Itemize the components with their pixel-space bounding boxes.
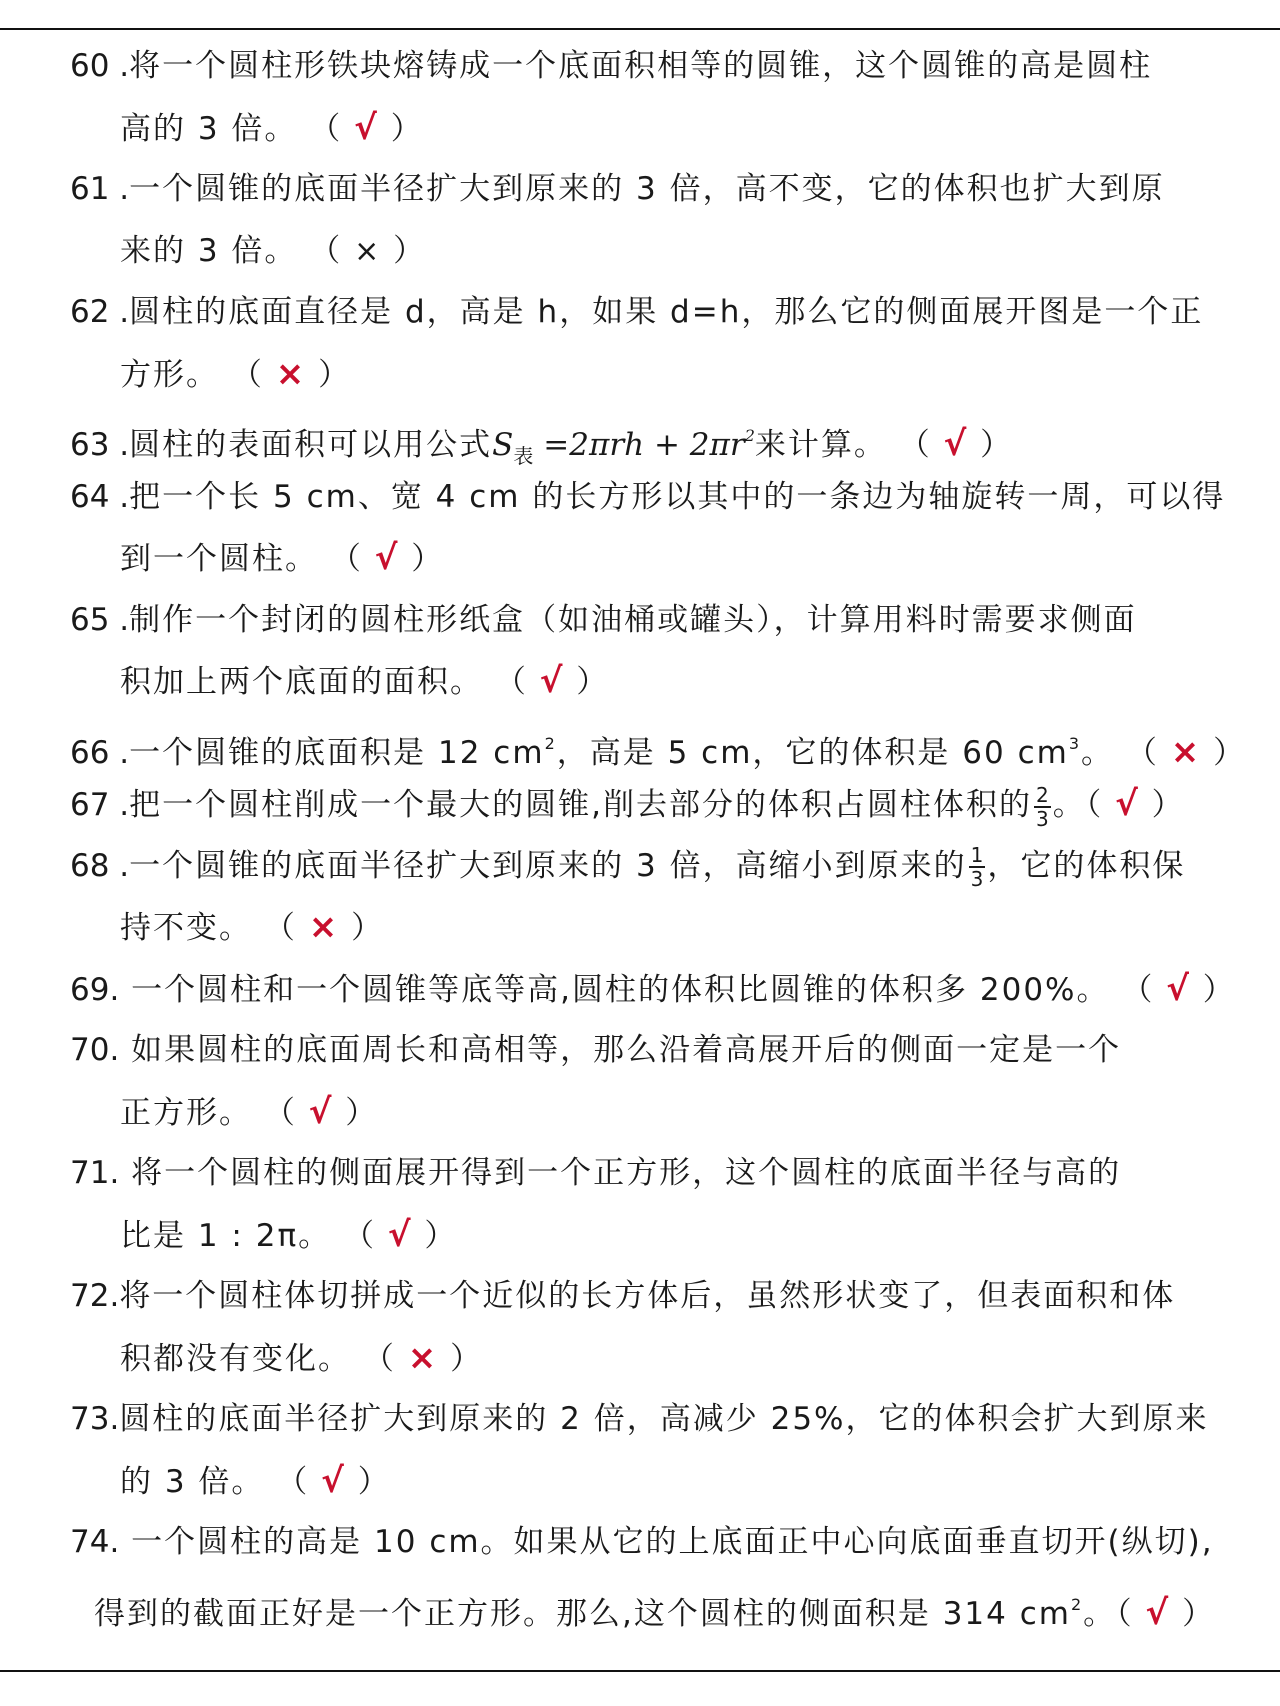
question-number: 67 .: [70, 787, 130, 823]
question-text: 来计算。: [754, 427, 887, 463]
question-text: 圆柱的底面直径是 d，高是 h，如果 d=h，那么它的侧面展开图是一个正: [129, 294, 1204, 330]
question-text: 得到的截面正好是一个正方形。那么,这个圆柱的侧面积是 314 cm: [94, 1595, 1071, 1632]
question-text: 如果圆柱的底面周长和高相等，那么沿着高展开后的侧面一定是一个: [119, 1032, 1122, 1068]
question-70: 70. 如果圆柱的底面周长和高相等，那么沿着高展开后的侧面一定是一个 正方形。 （ √ ）: [70, 1032, 1122, 1132]
question-number: 61 .: [70, 171, 130, 207]
question-71: 71. 将一个圆柱的侧面展开得到一个正方形，这个圆柱的底面半径与高的 比是 1 : 2π。 （ √ ）: [70, 1155, 1122, 1255]
question-number: 69.: [70, 971, 120, 1008]
answer-mark: √: [354, 107, 379, 148]
question-number: 68 .: [70, 847, 130, 884]
answer-mark: √: [1115, 784, 1140, 824]
question-64: 64 .把一个长 5 cm、宽 4 cm 的长方形以其中的一条边为轴旋转一周，可以得 到一个圆柱。 （ √ ）: [70, 478, 1226, 578]
question-text: 积都没有变化。: [120, 1340, 351, 1377]
question-73: 73.圆柱的底面半径扩大到原来的 2 倍，高减少 25%，它的体积会扩大到原来 的 3 倍。 （ √ ）: [70, 1401, 1209, 1501]
question-number: 66 .: [70, 734, 130, 771]
superscript: 3: [1068, 733, 1082, 753]
question-text: 正方形。: [120, 1094, 252, 1131]
answer-mark: √: [943, 424, 969, 464]
question-number: 73.: [70, 1401, 120, 1437]
answer-mark: √: [1145, 1592, 1171, 1633]
question-61: 61 .一个圆锥的底面半径扩大到原来的 3 倍，高不变，它的体积也扩大到原 来的 3 倍。 （ × ）: [70, 171, 1165, 269]
question-63: 63 .圆柱的表面积可以用公式$S_表 =2\pi rh + 2\pi r^2$来计算。 （ √ ）: [70, 424, 1014, 468]
question-number: 62 .: [70, 294, 130, 330]
answer-mark: √: [321, 1460, 346, 1501]
question-67: 67 .把一个圆柱削成一个最大的圆锥,削去部分的体积占圆柱体积的 $\frac{2}{3}$ 。（ √ ）: [70, 782, 1185, 831]
question-69: 69. 一个圆柱和一个圆锥等底等高,圆柱的体积比圆锥的体积多 200%。 （ √ ）: [70, 968, 1236, 1009]
formula: $S_表 =2\pi rh + 2\pi r^2$: [492, 426, 755, 468]
question-number: 60 .: [70, 48, 130, 84]
question-number: 70.: [70, 1032, 120, 1068]
question-number: 72.: [70, 1278, 120, 1314]
question-text: 到一个圆柱。: [120, 541, 318, 577]
question-text: 将一个圆柱的侧面展开得到一个正方形，这个圆柱的底面半径与高的: [119, 1155, 1122, 1191]
answer-mark: √: [387, 1214, 413, 1255]
question-text: 的 3 倍。: [120, 1463, 265, 1500]
answer-mark: ×: [308, 907, 340, 947]
question-text: 将一个圆柱体切拼成一个近似的长方体后，虽然形状变了，但表面积和体: [119, 1278, 1176, 1314]
question-68: 68 .一个圆锥的底面半径扩大到原来的 3 倍，高缩小到原来的 $\frac{1}{3}$ ，它的体积保 持不变。 （ × ）: [70, 843, 1186, 947]
question-text: 来的 3 倍。: [120, 232, 298, 269]
question-text: 一个圆柱的高是 10 cm。如果从它的上底面正中心向底面垂直切开(纵切),: [119, 1524, 1214, 1560]
question-text: 。: [1083, 1595, 1117, 1632]
question-text: 一个圆锥的底面积是 12 cm: [129, 734, 545, 771]
question-text: 一个圆锥的底面半径扩大到原来的 3 倍，高缩小到原来的: [129, 847, 967, 884]
question-text: 将一个圆柱形铁块熔铸成一个底面积相等的圆锥，这个圆锥的高是圆柱: [129, 48, 1153, 84]
question-text: 把一个圆柱削成一个最大的圆锥,削去部分的体积占圆柱体积的: [129, 787, 1033, 823]
answer-mark: √: [308, 1091, 334, 1132]
answer-mark: √: [1166, 968, 1191, 1009]
question-number: 65 .: [70, 601, 130, 638]
answer-mark: ×: [1170, 731, 1202, 772]
question-text: 积加上两个底面的面积。: [120, 664, 483, 700]
question-list: [70, 36, 1247, 1635]
question-60: 60 .将一个圆柱形铁块熔铸成一个底面积相等的圆锥，这个圆锥的高是圆柱 高的 3 倍。 （ √ ）: [70, 48, 1153, 148]
question-text: 。: [1081, 734, 1115, 771]
superscript: 2: [1070, 1594, 1084, 1614]
question-text: 方形。: [120, 356, 219, 393]
fraction: $\frac{1}{3}$: [970, 843, 984, 891]
question-text: 持不变。: [120, 910, 252, 946]
question-text: ，高是 5 cm，它的体积是 60 cm: [556, 734, 1069, 771]
question-text: 高的 3 倍。: [120, 110, 298, 147]
bottom-rule: [0, 1670, 1280, 1672]
answer-mark: ×: [275, 353, 307, 394]
superscript: 2: [544, 733, 557, 753]
question-number: 74.: [70, 1524, 120, 1560]
question-text: 圆柱的表面积可以用公式: [129, 427, 493, 463]
question-text: 把一个长 5 cm、宽 4 cm 的长方形以其中的一条边为轴旋转一周，可以得: [129, 478, 1226, 515]
question-text: 一个圆锥的底面半径扩大到原来的 3 倍，高不变，它的体积也扩大到原: [129, 171, 1165, 207]
question-text: ，它的体积保: [987, 847, 1186, 884]
top-rule: [0, 28, 1280, 30]
question-number: 64 .: [70, 478, 130, 515]
answer-mark: ×: [407, 1337, 439, 1378]
question-72: 72.将一个圆柱体切拼成一个近似的长方体后，虽然形状变了，但表面积和体 积都没有变化。 （ × ）: [70, 1278, 1176, 1378]
fraction: $\frac{2}{3}$: [1036, 782, 1049, 831]
answer-mark: √: [539, 661, 565, 701]
question-number: 71.: [70, 1155, 120, 1191]
question-text: 圆柱的底面半径扩大到原来的 2 倍，高减少 25%，它的体积会扩大到原来: [119, 1401, 1209, 1437]
answer-mark: ×: [354, 233, 382, 269]
question-65: 65 .制作一个封闭的圆柱形纸盒（如油桶或罐头），计算用料时需要求侧面 积加上两个底面的面积。 （ √ ）: [70, 601, 1137, 701]
question-text: 。: [1052, 787, 1086, 823]
question-text: 一个圆柱和一个圆锥等底等高,圆柱的体积比圆锥的体积多 200%。: [119, 971, 1110, 1008]
question-text: 比是 1 : 2π。: [120, 1217, 332, 1254]
question-74: 74. 一个圆柱的高是 10 cm。如果从它的上底面正中心向底面垂直切开(纵切), 得到的截面正好是一个正方形。那么,这个圆柱的侧面积是 314 $cm^2$。（ √ ）: [70, 1524, 1216, 1633]
question-number: 63 .: [70, 427, 130, 463]
question-66: 66 .一个圆锥的底面积是 12 $cm^2$，高是 5 cm，它的体积是 60 $cm^3$。 （ × ）: [70, 731, 1247, 772]
answer-mark: √: [374, 538, 400, 578]
question-text: 制作一个封闭的圆柱形纸盒（如油桶或罐头），计算用料时需要求侧面: [129, 601, 1137, 638]
question-62: 62 .圆柱的底面直径是 d，高是 h，如果 d=h，那么它的侧面展开图是一个正 方形。 （ × ）: [70, 294, 1204, 394]
